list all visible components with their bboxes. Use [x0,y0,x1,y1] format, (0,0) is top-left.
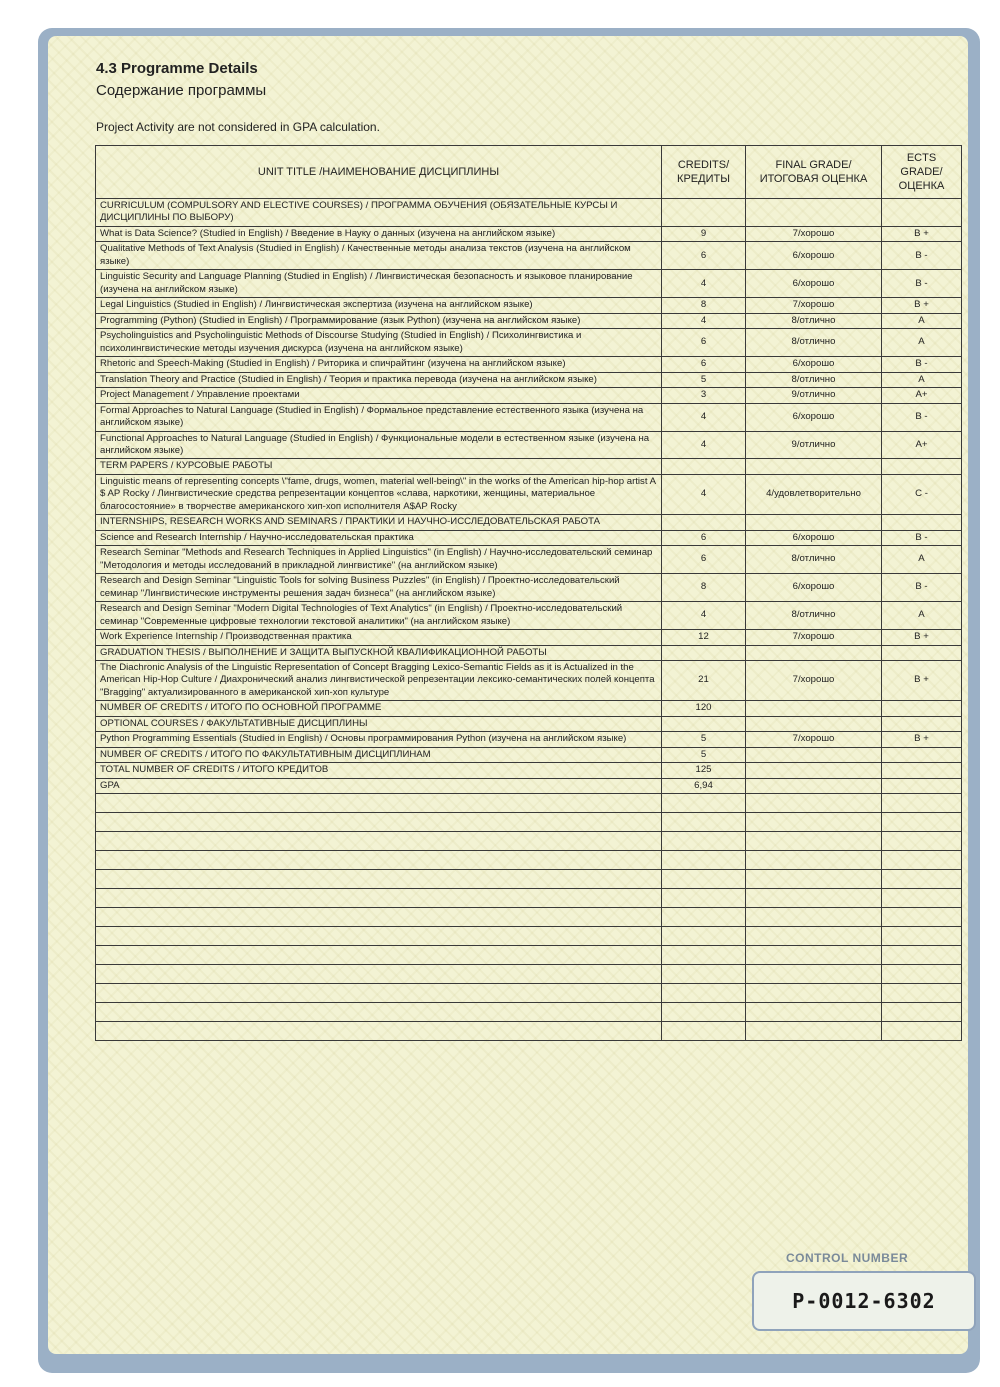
cell-credits: 4 [662,403,746,431]
empty-row [96,794,962,813]
table-row [96,357,962,372]
cell-credits: 5 [662,747,746,762]
empty-cell [662,832,746,851]
table-row [96,242,962,270]
cell-credits: 120 [662,701,746,716]
cell-final-grade: 4/удовлетворительно [746,474,882,514]
cell-final-grade [746,459,882,474]
empty-row [96,908,962,927]
table-row [96,459,962,474]
empty-cell [96,984,662,1003]
cell-final-grade [746,716,882,731]
cell-ects-grade: A [882,602,962,630]
cell-unit-title: Formal Approaches to Natural Language (Studied in English) / Формальное представление естественного языка (изучена на английском языке) [96,403,662,431]
empty-cell [662,1022,746,1041]
cell-ects-grade: B + [882,732,962,747]
table-row [96,313,962,328]
empty-cell [882,851,962,870]
cell-credits [662,459,746,474]
table-header [96,146,962,199]
empty-cell [746,1003,882,1022]
empty-cell [746,794,882,813]
cell-credits: 6 [662,242,746,270]
cell-unit-title: Rhetoric and Speech-Making (Studied in English) / Риторика и спичрайтинг (изучена на английском языке) [96,357,662,372]
cell-unit-title: INTERNSHIPS, RESEARCH WORKS AND SEMINARS / ПРАКТИКИ И НАУЧНО-ИССЛЕДОВАТЕЛЬСКАЯ РАБОТА [96,515,662,530]
table-row [96,388,962,403]
cell-ects-grade [882,515,962,530]
table-row [96,645,962,660]
cell-unit-title: Functional Approaches to Natural Language (Studied in English) / Функциональные модели в естественном языке (изучена на английском языке) [96,431,662,459]
cell-final-grade: 8/отлично [746,313,882,328]
empty-cell [96,1003,662,1022]
cell-unit-title: Research and Design Seminar "Modern Digital Technologies of Text Analytics" (in English) / Проектно-исследовательский семинар "Современные цифровые технологии текстовой аналитики" (на английском языке) [96,602,662,630]
table-row [96,546,962,574]
cell-credits: 21 [662,661,746,701]
empty-cell [882,1003,962,1022]
cell-final-grade: 7/хорошо [746,630,882,645]
cell-unit-title: GPA [96,778,662,793]
empty-cell [882,794,962,813]
cell-credits: 12 [662,630,746,645]
cell-final-grade: 7/хорошо [746,298,882,313]
cell-ects-grade [882,645,962,660]
empty-cell [746,965,882,984]
cell-unit-title: Translation Theory and Practice (Studied in English) / Теория и практика перевода (изучена на английском языке) [96,372,662,387]
empty-cell [746,946,882,965]
empty-cell [882,832,962,851]
table-row [96,602,962,630]
cell-unit-title: Research and Design Seminar "Linguistic Tools for solving Business Puzzles" (in English) / Проектно-исследовательский семинар "Лингвистические инструменты решения задач бизнеса" (на английском языке) [96,574,662,602]
cell-ects-grade [882,701,962,716]
cell-credits: 6 [662,530,746,545]
cell-unit-title: Linguistic means of representing concepts \"fame, drugs, women, material well-being\" in the works of the American hip-hop artist A $ AP Rocky / Лингвистические средства репрезентации концептов «слава, наркотики, женщины, материальное благосостояние» в творчестве американского хип-хоп исполнителя A$AP Rocky [96,474,662,514]
empty-cell [882,1022,962,1041]
empty-cell [96,946,662,965]
empty-row [96,927,962,946]
cell-final-grade: 6/хорошо [746,574,882,602]
section-title: 4.3 Programme Details [96,60,258,77]
header-ects-grade: ECTS GRADE/ ОЦЕНКА [882,146,962,199]
empty-cell [746,813,882,832]
cell-credits: 3 [662,388,746,403]
empty-cell [662,946,746,965]
cell-final-grade: 8/отлично [746,602,882,630]
cell-ects-grade: B + [882,298,962,313]
cell-unit-title: Programming (Python) (Studied in English) / Программирование (язык Python) (изучена на английском языке) [96,313,662,328]
empty-cell [882,889,962,908]
empty-cell [746,984,882,1003]
empty-cell [662,965,746,984]
empty-row [96,1003,962,1022]
cell-final-grade [746,778,882,793]
empty-cell [96,889,662,908]
empty-cell [96,832,662,851]
header-unit-title: UNIT TITLE /НАИМЕНОВАНИЕ ДИСЦИПЛИНЫ [96,146,662,199]
cell-unit-title: TOTAL NUMBER OF CREDITS / ИТОГО КРЕДИТОВ [96,763,662,778]
empty-cell [882,965,962,984]
empty-cell [746,927,882,946]
empty-cell [662,984,746,1003]
cell-credits: 4 [662,313,746,328]
table-row [96,530,962,545]
cell-credits [662,645,746,660]
table-row [96,474,962,514]
table-row [96,298,962,313]
cell-credits: 6 [662,546,746,574]
cell-ects-grade: B + [882,661,962,701]
empty-row [96,870,962,889]
empty-cell [96,813,662,832]
empty-cell [662,1003,746,1022]
empty-cell [662,908,746,927]
cell-credits [662,199,746,227]
cell-final-grade: 6/хорошо [746,270,882,298]
table-row [96,661,962,701]
cell-ects-grade: B + [882,226,962,241]
cell-final-grade: 7/хорошо [746,732,882,747]
empty-row [96,946,962,965]
cell-final-grade [746,763,882,778]
empty-cell [96,851,662,870]
header-final-grade: FINAL GRADE/ ИТОГОВАЯ ОЦЕНКА [746,146,882,199]
table-row [96,574,962,602]
cell-credits: 6,94 [662,778,746,793]
programme-table [95,145,962,1041]
empty-cell [662,813,746,832]
empty-cell [882,813,962,832]
cell-final-grade: 9/отлично [746,388,882,403]
cell-unit-title: Psycholinguistics and Psycholinguistic Methods of Discourse Studying (Studied in English) / Психолингвистика и психолингвистические методы изучения дискурса (изучена на английском языке) [96,329,662,357]
cell-ects-grade: A [882,329,962,357]
empty-row [96,832,962,851]
empty-cell [96,927,662,946]
cell-final-grade: 8/отлично [746,329,882,357]
cell-final-grade [746,645,882,660]
empty-cell [882,984,962,1003]
table-row [96,701,962,716]
empty-cell [662,851,746,870]
empty-row [96,889,962,908]
cell-ects-grade: C - [882,474,962,514]
cell-ects-grade [882,763,962,778]
cell-credits: 4 [662,270,746,298]
cell-credits: 4 [662,602,746,630]
cell-ects-grade [882,199,962,227]
table-row [96,778,962,793]
cell-ects-grade: B - [882,574,962,602]
table-row [96,716,962,731]
table-row [96,431,962,459]
cell-final-grade: 6/хорошо [746,530,882,545]
cell-unit-title: What is Data Science? (Studied in English) / Введение в Науку о данных (изучена на английском языке) [96,226,662,241]
empty-row [96,965,962,984]
cell-credits: 4 [662,431,746,459]
cell-credits: 5 [662,732,746,747]
cell-final-grade: 6/хорошо [746,403,882,431]
gpa-note: Project Activity are not considered in GPA calculation. [96,120,380,134]
cell-ects-grade: A+ [882,388,962,403]
cell-credits: 125 [662,763,746,778]
empty-cell [882,927,962,946]
cell-unit-title: GRADUATION THESIS / ВЫПОЛНЕНИЕ И ЗАЩИТА ВЫПУСКНОЙ КВАЛИФИКАЦИОННОЙ РАБОТЫ [96,645,662,660]
cell-credits: 8 [662,298,746,313]
cell-unit-title: Qualitative Methods of Text Analysis (Studied in English) / Качественные методы анализа текстов (изучена на английском языке) [96,242,662,270]
cell-unit-title: OPTIONAL COURSES / ФАКУЛЬТАТИВНЫЕ ДИСЦИПЛИНЫ [96,716,662,731]
empty-cell [662,794,746,813]
cell-final-grade: 9/отлично [746,431,882,459]
cell-final-grade [746,515,882,530]
cell-final-grade: 8/отлично [746,546,882,574]
cell-unit-title: Python Programming Essentials (Studied in English) / Основы программирования Python (изучена на английском языке) [96,732,662,747]
cell-unit-title: TERM PAPERS / КУРСОВЫЕ РАБОТЫ [96,459,662,474]
table-row [96,329,962,357]
cell-final-grade: 8/отлично [746,372,882,387]
cell-credits [662,515,746,530]
cell-unit-title: NUMBER OF CREDITS / ИТОГО ПО ФАКУЛЬТАТИВНЫМ ДИСЦИПЛИНАМ [96,747,662,762]
table-row [96,515,962,530]
cell-credits: 9 [662,226,746,241]
table-row [96,763,962,778]
empty-cell [746,908,882,927]
cell-credits: 4 [662,474,746,514]
empty-cell [96,794,662,813]
empty-cell [882,908,962,927]
empty-row [96,984,962,1003]
cell-unit-title: Research Seminar "Methods and Research Techniques in Applied Linguistics" (in English) / Научно-исследовательский семинар "Методология и методы исследований в прикладной лингвистике" (на английском языке) [96,546,662,574]
cell-ects-grade: A [882,313,962,328]
cell-final-grade [746,199,882,227]
cell-ects-grade [882,459,962,474]
cell-ects-grade: B + [882,630,962,645]
cell-unit-title: The Diachronic Analysis of the Linguistic Representation of Concept Bragging Lexico-Semantic Fields as it is Actualized in the American Hip-Hop Culture / Диахронический анализ лингвистической репрезентации лексико-семантических полей концепта "Bragging" актуализированного в американской хип-хоп культуре [96,661,662,701]
empty-row [96,851,962,870]
cell-ects-grade [882,747,962,762]
section-subtitle: Содержание программы [96,82,267,99]
cell-final-grade: 7/хорошо [746,661,882,701]
cell-credits: 6 [662,329,746,357]
cell-unit-title: Linguistic Security and Language Planning (Studied in English) / Лингвистическая безопасность и языковое планирование (изучена на английском языке) [96,270,662,298]
empty-cell [746,851,882,870]
cell-unit-title: Project Management / Управление проектами [96,388,662,403]
cell-ects-grade [882,778,962,793]
cell-ects-grade: B - [882,270,962,298]
cell-ects-grade [882,716,962,731]
empty-row [96,813,962,832]
cell-final-grade [746,747,882,762]
empty-cell [662,870,746,889]
cell-ects-grade: A [882,372,962,387]
empty-cell [96,965,662,984]
cell-unit-title: Science and Research Internship / Научно-исследовательская практика [96,530,662,545]
empty-cell [882,946,962,965]
table-row [96,403,962,431]
cell-credits: 8 [662,574,746,602]
control-number-label: CONTROL NUMBER [786,1251,909,1265]
header-credits: CREDITS/ КРЕДИТЫ [662,146,746,199]
cell-ects-grade: B - [882,357,962,372]
empty-cell [96,908,662,927]
cell-credits: 6 [662,357,746,372]
table-row [96,747,962,762]
control-number: P-0012-6302 [792,1289,936,1313]
empty-cell [96,870,662,889]
cell-unit-title: NUMBER OF CREDITS / ИТОГО ПО ОСНОВНОЙ ПРОГРАММЕ [96,701,662,716]
empty-cell [746,870,882,889]
cell-credits: 5 [662,372,746,387]
cell-unit-title: Legal Linguistics (Studied in English) / Лингвистическая экспертиза (изучена на английском языке) [96,298,662,313]
table-row [96,199,962,227]
cell-ects-grade: A [882,546,962,574]
empty-cell [746,889,882,908]
empty-cell [662,927,746,946]
empty-cell [882,870,962,889]
empty-cell [746,832,882,851]
empty-cell [96,1022,662,1041]
cell-final-grade [746,701,882,716]
control-number-box [752,1271,976,1331]
empty-row [96,1022,962,1041]
empty-cell [746,1022,882,1041]
cell-ects-grade: A+ [882,431,962,459]
table-row [96,732,962,747]
table-row [96,226,962,241]
cell-unit-title: Work Experience Internship / Производственная практика [96,630,662,645]
cell-ects-grade: B - [882,530,962,545]
empty-cell [662,889,746,908]
cell-final-grade: 6/хорошо [746,242,882,270]
table-row [96,630,962,645]
cell-unit-title: CURRICULUM (COMPULSORY AND ELECTIVE COURSES) / ПРОГРАММА ОБУЧЕНИЯ (ОБЯЗАТЕЛЬНЫЕ КУРСЫ И ДИСЦИПЛИНЫ ПО ВЫБОРУ) [96,199,662,227]
cell-ects-grade: B - [882,242,962,270]
cell-final-grade: 6/хорошо [746,357,882,372]
cell-credits [662,716,746,731]
table-row [96,372,962,387]
cell-ects-grade: B - [882,403,962,431]
table-row [96,270,962,298]
cell-final-grade: 7/хорошо [746,226,882,241]
